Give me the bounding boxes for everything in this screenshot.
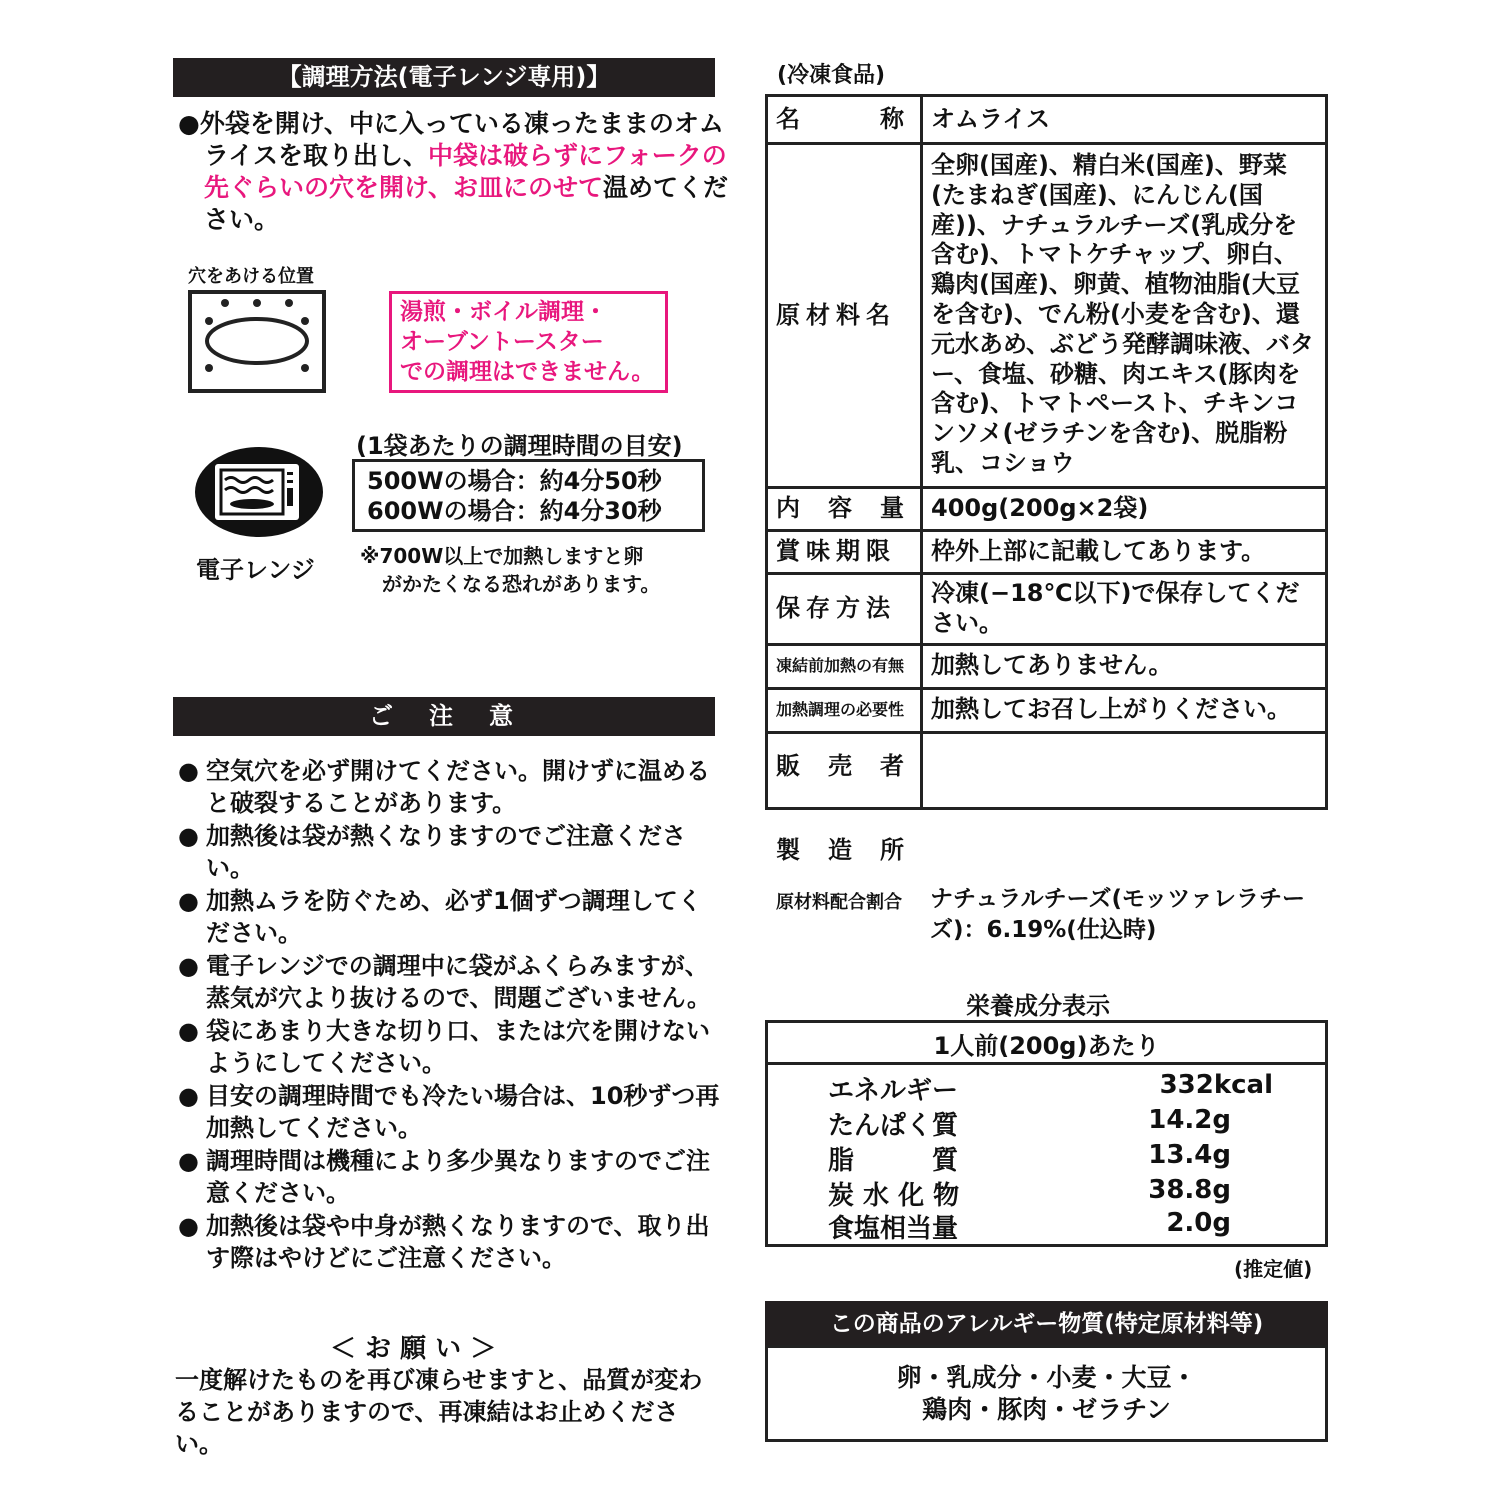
allergy-header: この商品のアレルギー物質(特定原材料等) — [765, 1301, 1328, 1347]
microwave-icon — [193, 446, 325, 538]
manufacturer-key: 製 造 所 — [776, 836, 906, 864]
label-row — [767, 644, 1327, 688]
label-value: 枠外上部に記載してあります。 — [922, 531, 1327, 574]
label-key: 加熱調理の必要性 — [767, 688, 922, 732]
no-other-cooking-box — [389, 291, 668, 393]
allergy-line: 鶏肉・豚肉・ゼラチン — [922, 1395, 1171, 1424]
cooking-time-box — [352, 459, 705, 532]
nutrition-label: エネルギー — [828, 1076, 959, 1106]
label-key: 凍結前加熱の有無 — [767, 644, 922, 688]
label-key: 内 容 量 — [767, 488, 922, 531]
product-label-table — [765, 94, 1328, 810]
label-row — [767, 732, 1327, 808]
caution-list — [176, 756, 724, 1276]
caution-item: ● 加熱後は袋や中身が熱くなりますので、取り出す際はやけどにご注意ください。 — [178, 1212, 710, 1272]
time-row: 500Wの場合：約4分50秒 — [367, 467, 662, 495]
request-text: 一度解けたものを再び凍らせますと、品質が変わることがありますので、再凍結はお止めください。 — [175, 1366, 703, 1458]
label-row — [767, 574, 1327, 645]
label-value: オムライス — [922, 96, 1327, 144]
warning-line: 湯煎・ボイル調理・ — [400, 299, 607, 325]
caution-item: ● 袋にあまり大きな切り口、または穴を開けないようにしてください。 — [178, 1017, 710, 1077]
label-value: 加熱してお召し上がりください。 — [922, 688, 1327, 732]
label-value: 冷凍(−18℃以下)で保存してください。 — [922, 574, 1327, 645]
caution-item: ● 目安の調理時間でも冷たい場合は、10秒ずつ再加熱してください。 — [178, 1082, 720, 1142]
nutrition-value: 13.4g — [1148, 1140, 1231, 1170]
allergy-line: 卵・乳成分・小麦・大豆・ — [896, 1363, 1197, 1392]
cooking-time-title: (1袋あたりの調理時間の目安) — [356, 432, 683, 460]
label-value: 400g(200g×2袋) — [922, 488, 1327, 531]
ratio-key: 原材料配合割合 — [776, 892, 902, 913]
hole-diagram-icon — [188, 290, 326, 393]
label-key: 原材料名 — [767, 144, 922, 488]
label-key: 販 売 者 — [767, 732, 922, 808]
label-row — [767, 688, 1327, 732]
ratio-value: ナチュラルチーズ(モッツァレラチーズ)：6.19%(仕込時) — [930, 886, 1306, 943]
label-row — [767, 488, 1327, 531]
nutrition-per-divider — [765, 1062, 1328, 1065]
intro-text-end: 温めてください。 — [204, 173, 729, 234]
cooking-time-note — [360, 542, 660, 598]
nutrition-title: 栄養成分表示 — [966, 992, 1110, 1020]
bullet-icon: ● — [178, 109, 200, 138]
nutrition-label: 炭 水 化 物 — [828, 1181, 960, 1211]
cooking-intro — [178, 108, 744, 236]
microwave-label: 電子レンジ — [196, 556, 315, 584]
label-value — [922, 732, 1327, 808]
nutrition-per: 1人前(200g)あたり — [933, 1032, 1160, 1060]
label-value: 全卵(国産)、精白米(国産)、野菜(たまねぎ(国産)、にんじん(国産))、ナチュラルチーズ(乳成分を含む)、トマトケチャップ、卵白、鶏肉(国産)、卵黄、植物油脂(大豆を含む)、でん粉(小麦を含む)、還元水あめ、ぶどう発酵調味液、バター、食塩、砂糖、肉エキス(豚肉を含む)、トマトペースト、チキンコンソメ(ゼラチンを含む)、脱脂粉乳、コショウ — [922, 144, 1327, 488]
caution-item: ● 調理時間は機種により多少異なりますのでご注意ください。 — [178, 1147, 710, 1207]
label-key: 名 称 — [767, 96, 922, 144]
label-row — [767, 96, 1327, 144]
label-row — [767, 531, 1327, 574]
food-category: (冷凍食品) — [777, 63, 886, 88]
label-value: 加熱してありません。 — [922, 644, 1327, 688]
intro-text: 外袋を開け、中に入っている凍ったままのオムライスを取り出し、 — [199, 109, 724, 170]
time-row: 600Wの場合：約4分30秒 — [367, 497, 662, 525]
caution-item: ● 空気穴を必ず開けてください。開けずに温めると破裂することがあります。 — [178, 757, 710, 817]
nutrition-note: (推定値) — [1234, 1257, 1313, 1281]
warning-line: での調理はできません。 — [400, 359, 655, 385]
label-key: 賞味期限 — [767, 531, 922, 574]
nutrition-value: 38.8g — [1148, 1175, 1231, 1205]
label-key: 保存方法 — [767, 574, 922, 645]
caution-header: ご 注 意 — [173, 697, 715, 736]
nutrition-value: 14.2g — [1148, 1105, 1231, 1135]
caution-item: ● 電子レンジでの調理中に袋がふくらみますが、蒸気が穴より抜けるので、問題ございません。 — [178, 952, 711, 1012]
allergy-box — [765, 1345, 1328, 1442]
nutrition-label: 脂 質 — [828, 1146, 959, 1176]
hole-position-label: 穴をあける位置 — [188, 266, 314, 287]
note-line: ※700W以上で加熱しますと卵 — [360, 544, 644, 568]
intro-highlight: 中袋は破らずにフォークの先ぐらいの穴を開け、お皿にのせて — [204, 141, 727, 202]
nutrition-label: 食塩相当量 — [828, 1214, 959, 1244]
hole-position-diagram — [188, 290, 326, 393]
note-line: がかたくなる恐れがあります。 — [382, 572, 661, 596]
nutrition-value: 332kcal — [1159, 1070, 1273, 1100]
nutrition-value: 2.0g — [1166, 1208, 1231, 1238]
caution-item: ● 加熱後は袋が熱くなりますのでご注意ください。 — [178, 822, 686, 882]
request-title: ＜ お 願 い ＞ — [330, 1334, 497, 1364]
cooking-header: 【調理方法(電子レンジ専用)】 — [173, 58, 715, 97]
caution-item: ● 加熱ムラを防ぐため、必ず1個ずつ調理してください。 — [178, 887, 702, 947]
warning-line: オーブントースター — [400, 329, 604, 355]
nutrition-label: たんぱく質 — [828, 1111, 959, 1141]
label-row — [767, 144, 1327, 488]
